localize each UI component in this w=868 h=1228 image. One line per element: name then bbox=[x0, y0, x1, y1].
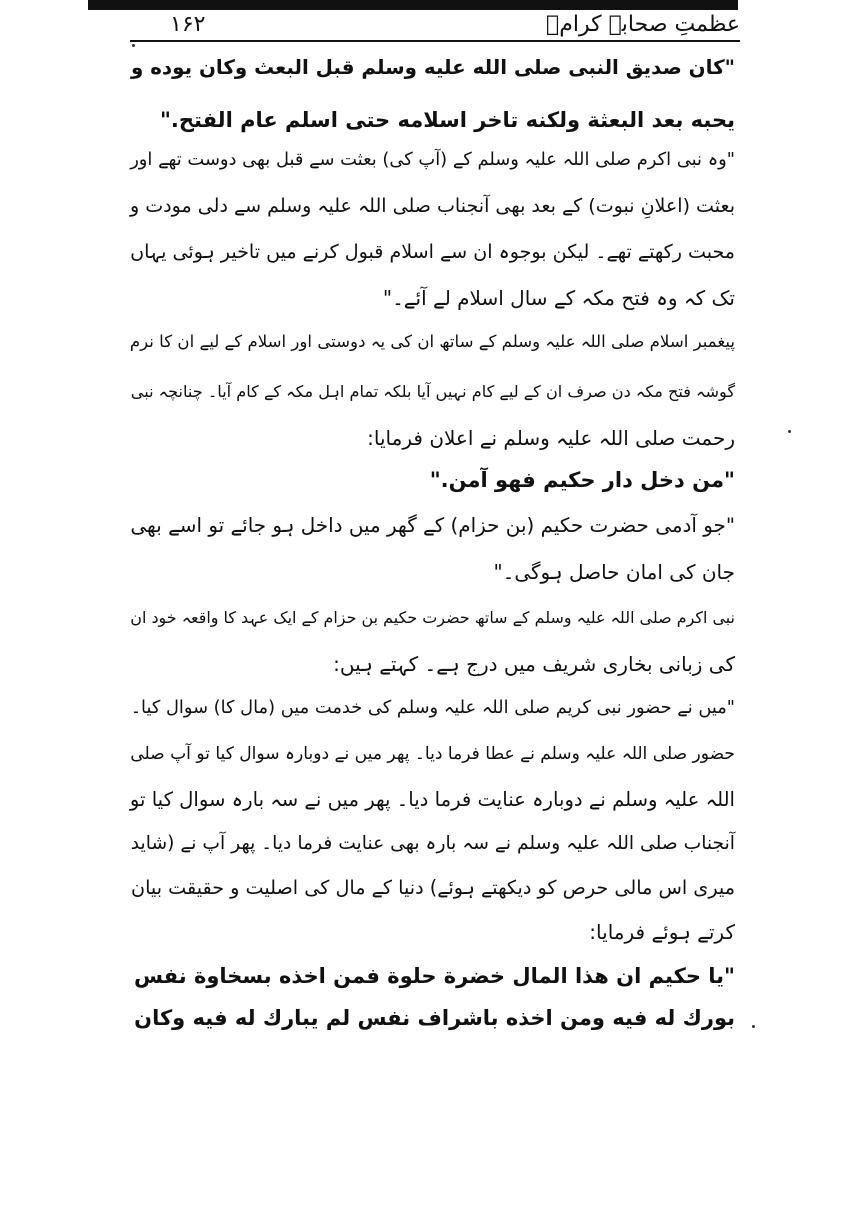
page-header bbox=[130, 10, 740, 40]
header-rule bbox=[130, 40, 740, 42]
text-line: رحمت صلی اللہ علیہ وسلم نے اعلان فرمایا: bbox=[367, 426, 735, 450]
text-line: "يا حكيم ان هذا المال خضرة حلوة فمن اخذه بسخاوة نفس bbox=[133, 964, 735, 988]
running-head: عظمتِ صحابہ کرامؓ bbox=[546, 12, 740, 37]
top-border-bar bbox=[88, 0, 738, 10]
text-line: بورك له فيه ومن اخذه باشراف نفس لم يبارك له فيه وكان bbox=[134, 1006, 735, 1030]
text-line: نبی اکرم صلی اللہ علیہ وسلم کے ساتھ حضرت حکیم بن حزام کے ایک عہد کا واقعہ خود ان bbox=[130, 608, 735, 627]
text-line: آنجناب صلی اللہ علیہ وسلم نے سہ بارہ بھی عنایت فرما دیا۔ پھر آپ نے (شاید bbox=[130, 833, 735, 854]
text-line: "جو آدمی حضرت حکیم (بن حزام) کے گھر میں داخل ہو جائے تو اسے بھی bbox=[130, 514, 735, 537]
text-line: "وہ نبی اکرم صلی اللہ علیہ وسلم کے (آپ کی) بعثت سے قبل بھی دوست تھے اور bbox=[130, 149, 735, 170]
scan-speck bbox=[788, 430, 791, 433]
text-line: پیغمبر اسلام صلی اللہ علیہ وسلم کے ساتھ ان کی یہ دوستی اور اسلام کے لیے ان کا نرم bbox=[129, 332, 735, 351]
scan-speck bbox=[132, 44, 135, 47]
text-line: اللہ علیہ وسلم نے دوبارہ عنایت فرما دیا۔ پھر میں نے سہ بارہ سوال کیا تو bbox=[129, 788, 735, 811]
text-line: "میں نے حضور نبی کریم صلی اللہ علیہ وسلم کی خدمت میں (مال کا) سوال کیا۔ bbox=[130, 697, 735, 718]
text-line: حضور صلی اللہ علیہ وسلم نے عطا فرما دیا۔ پھر میں نے دوبارہ سوال کیا تو آپ صلی bbox=[130, 744, 735, 764]
text-line: جان کی امان حاصل ہوگی۔" bbox=[493, 560, 735, 584]
text-line: "من دخل دار حكيم فهو آمن." bbox=[429, 468, 735, 492]
text-line: "كان صديق النبى صلى الله عليه وسلم قبل البعث وكان يوده و bbox=[130, 56, 735, 79]
text-line: گوشہ فتح مکہ دن صرف ان کے لیے کام نہیں آیا بلکہ تمام اہل مکہ کے کام آیا۔ چنانچہ نبی bbox=[130, 382, 735, 401]
text-line: میری اس مالی حرص کو دیکھتے ہوئے) دنیا کے مال کی اصلیت و حقیقت بیان bbox=[131, 876, 735, 899]
text-line: يحبه بعد البعثة ولكنه تاخر اسلامه حتى اسلم عام الفتح." bbox=[159, 108, 735, 132]
page-number: ۱۶۲ bbox=[170, 12, 206, 37]
text-line: کی زبانی بخاری شریف میں درج ہے۔ کہتے ہیں: bbox=[333, 652, 735, 676]
text-line: بعثت (اعلانِ نبوت) کے بعد بھی آنجناب صلی اللہ علیہ وسلم سے دلی مودت و bbox=[130, 195, 735, 217]
text-line: کرتے ہوئے فرمایا: bbox=[589, 920, 735, 944]
text-line: تک کہ وہ فتح مکہ کے سال اسلام لے آئے۔" bbox=[382, 286, 735, 310]
text-line: محبت رکھتے تھے۔ لیکن بوجوہ ان سے اسلام قبول کرنے میں تاخیر ہوئی یہاں bbox=[130, 240, 735, 263]
scan-speck bbox=[752, 1025, 755, 1028]
